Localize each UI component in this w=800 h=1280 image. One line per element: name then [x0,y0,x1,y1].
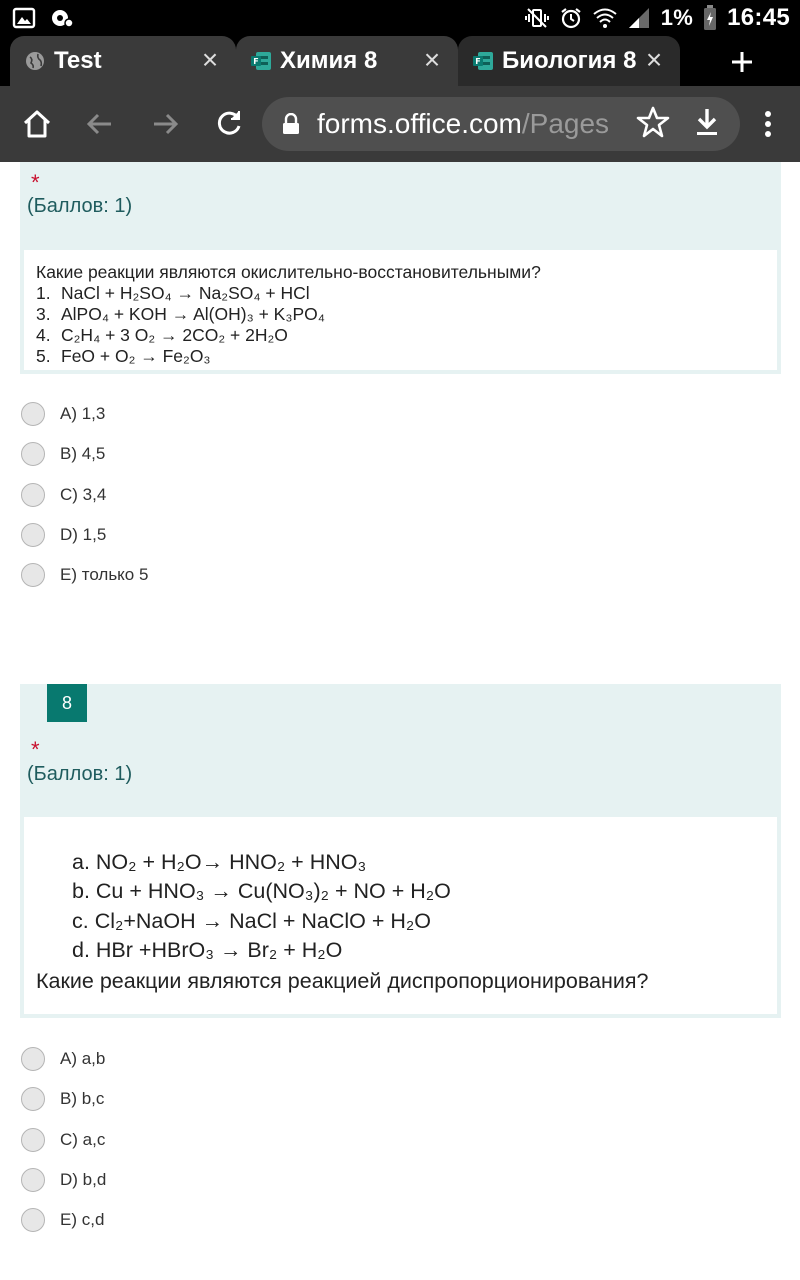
status-bar [0,0,800,36]
question-points: (Баллов: 1) [27,195,133,217]
form-page [0,162,800,1280]
reaction-number: 3. [36,304,51,324]
choice-option[interactable] [20,1039,520,1079]
radio-button[interactable] [21,1208,45,1232]
question-image [20,817,781,1018]
choice-option[interactable] [20,475,520,515]
forward-icon[interactable] [147,106,183,142]
browser-toolbar [0,86,800,162]
reaction-line [36,283,767,304]
reaction-line: d. HBr +HBrO₃ → Br₂ + H₂O [72,937,343,962]
status-time: 16:45 [727,4,790,31]
choice-option[interactable] [20,515,520,555]
choice-label: C) a,c [60,1129,106,1149]
alarm-icon [559,6,583,30]
radio-button[interactable] [21,1128,45,1152]
download-icon[interactable] [690,105,724,139]
choice-option[interactable] [20,394,520,434]
reaction-number: 5. [36,346,51,366]
close-tab-icon[interactable]: × [201,44,219,75]
reaction-line: b. Cu + HNO₃ → Cu(NO₃)₂ + NO + H₂O [72,879,451,904]
reaction-text: FeO + O₂ → Fe₂O₃ [61,346,211,366]
question-line [36,262,767,283]
question-header [20,162,781,250]
tab-chemistry[interactable] [236,36,458,86]
tab-title: Биология 8 [502,47,637,74]
more-menu-icon[interactable] [758,106,778,142]
forms-icon [472,50,494,72]
battery-icon [703,5,717,31]
line-text: Какие реакции являются окислительно-восстановительными? [36,262,541,282]
cell-signal-icon [627,6,651,30]
tab-title: Химия 8 [280,47,378,74]
reaction-text: NaCl + H₂SO₄ → Na₂SO₄ + HCl [61,283,310,303]
new-tab-icon[interactable] [722,44,762,80]
question-header [20,684,781,818]
url-text [317,108,609,140]
choice-label: B) 4,5 [60,444,106,464]
reload-icon[interactable] [211,106,247,142]
choice-label: E) только 5 [60,565,149,585]
radio-button[interactable] [21,483,45,507]
tab-title: Test [54,47,102,74]
question-image-text [36,262,767,367]
radio-button[interactable] [21,402,45,426]
choice-option[interactable] [20,555,520,595]
reaction-line: c. Cl₂+NaOH → NaCl + NaClO + H₂O [72,908,431,933]
question-image [20,250,781,374]
tab-test[interactable] [10,36,236,86]
choice-label: A) a,b [60,1049,106,1069]
choice-option[interactable] [20,1160,520,1200]
globe-icon [24,50,46,72]
choice-label: C) 3,4 [60,484,107,504]
vibrate-mute-icon [525,6,549,30]
reaction-text: C₂H₄ + 3 O₂ → 2CO₂ + 2H₂O [61,325,288,345]
question-image-text [36,848,767,996]
choice-option[interactable] [20,1200,520,1240]
choice-option[interactable] [20,434,520,474]
url-path: /Pages [521,108,610,139]
reaction-text: AlPO₄ + KOH → Al(OH)₃ + K₃PO₄ [61,304,325,324]
forms-icon [250,50,272,72]
lock-icon [282,113,300,135]
reaction-number: 1. [36,283,51,303]
choice-label: A) 1,3 [60,404,106,424]
required-mark: * [31,170,40,195]
tab-strip [0,36,800,86]
reaction-line [36,304,767,325]
reaction-line: a. NO₂ + H₂O→ HNO₂ + HNO₃ [72,850,367,874]
gallery-notification-icon [12,6,36,30]
battery-percent: 1% [660,5,694,30]
tab-biology[interactable] [458,36,680,86]
svg-text:F: F [253,57,259,66]
radio-button[interactable] [21,1087,45,1111]
radio-button[interactable] [21,1047,45,1071]
choice-label: D) 1,5 [60,525,107,545]
radio-button[interactable] [21,563,45,587]
required-mark: * [31,737,40,762]
url-host: forms.office.com [317,108,522,139]
question-points: (Баллов: 1) [27,763,133,785]
home-icon[interactable] [19,106,55,142]
reaction-line [36,346,767,367]
bookmark-star-icon[interactable] [636,105,670,139]
back-icon[interactable] [82,106,118,142]
choice-label: D) b,d [60,1170,107,1190]
app-notification-icon [50,6,74,30]
reaction-line [36,325,767,346]
reaction-number: 4. [36,325,51,345]
choice-list [20,1039,520,1240]
svg-text:F: F [475,57,481,66]
radio-button[interactable] [21,523,45,547]
question-prompt: Какие реакции являются реакцией диспропорционирования? [36,969,649,994]
choice-label: B) b,c [60,1089,105,1109]
choice-option[interactable] [20,1079,520,1119]
choice-option[interactable] [20,1120,520,1160]
radio-button[interactable] [21,442,45,466]
wifi-icon [593,6,617,30]
close-tab-icon[interactable]: × [645,44,663,75]
close-tab-icon[interactable]: × [423,44,441,75]
choice-list [20,394,520,595]
radio-button[interactable] [21,1168,45,1192]
question-number: 8 [47,684,87,722]
choice-label: E) c,d [60,1210,105,1230]
